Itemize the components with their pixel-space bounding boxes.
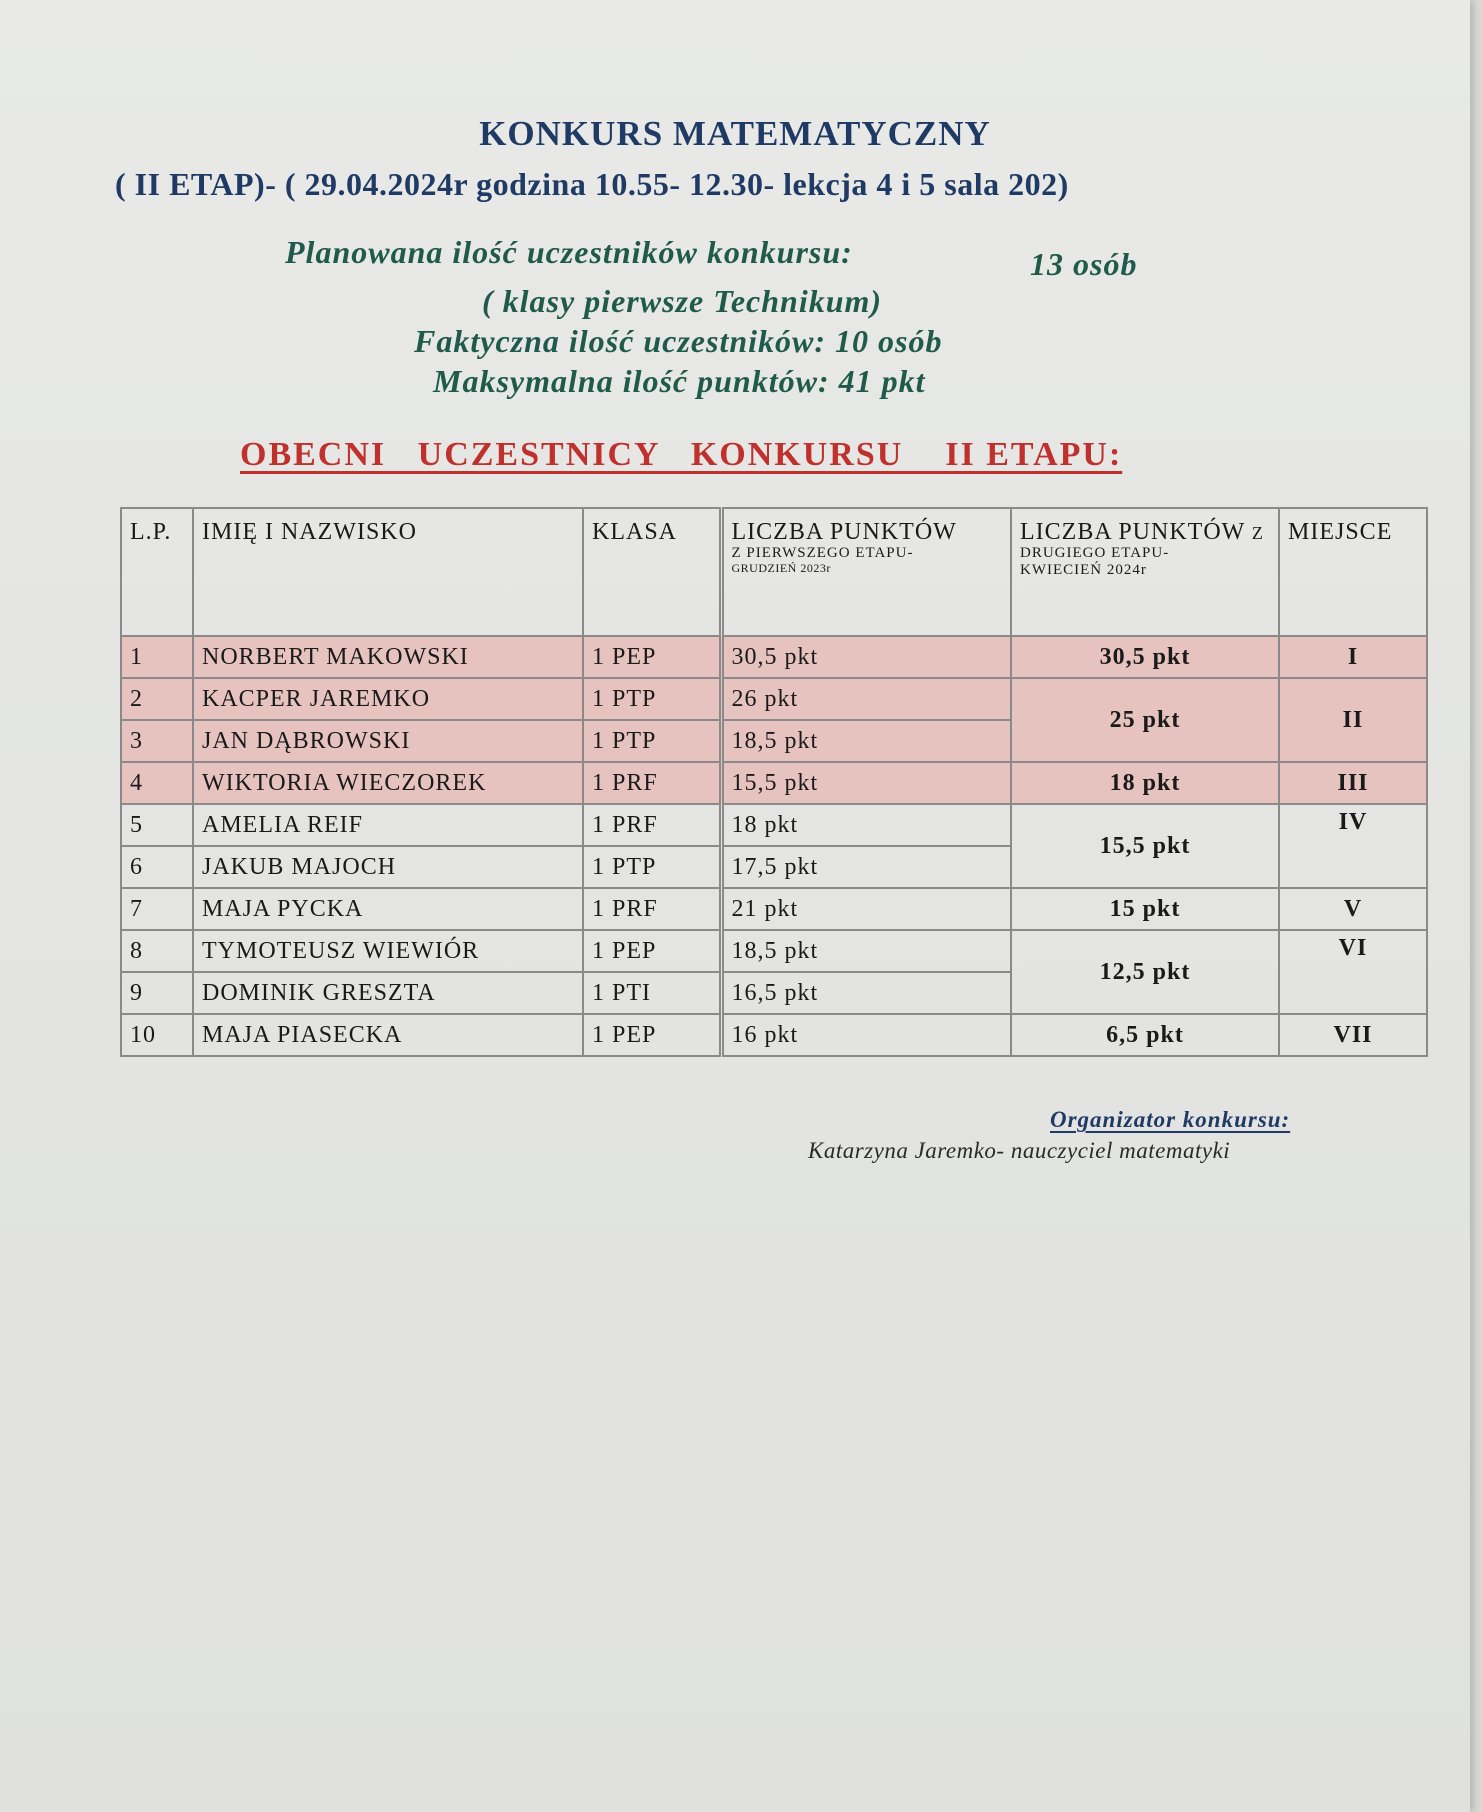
header-stage1-main: LICZBA PUNKTÓW — [731, 519, 957, 545]
row-stage1-points: 16,5 pkt — [721, 972, 1011, 1014]
row-class: 1 PTI — [583, 972, 721, 1014]
row-lp: 5 — [121, 804, 193, 846]
document-title: KONKURS MATEMATYCZNY — [479, 114, 991, 153]
row-stage2-points: 15,5 pkt — [1011, 804, 1279, 888]
row-lp: 3 — [121, 720, 193, 762]
row-stage1-points: 18,5 pkt — [721, 720, 1011, 762]
row-lp: 2 — [121, 678, 193, 720]
header-stage1-sub: Z PIERWSZEGO ETAPU- — [731, 545, 914, 562]
row-class: 1 PEP — [583, 930, 721, 972]
row-name: WIKTORIA WIECZOREK — [193, 762, 583, 804]
row-name: JAKUB MAJOCH — [193, 846, 583, 888]
row-class: 1 PEP — [583, 636, 721, 678]
row-place: III — [1279, 762, 1427, 804]
row-class: 1 PRF — [583, 762, 721, 804]
header-place: MIEJSCE — [1279, 508, 1427, 636]
row-name: TYMOTEUSZ WIEWIÓR — [193, 930, 583, 972]
row-stage2-points: 30,5 pkt — [1011, 636, 1279, 678]
row-place: VI — [1279, 930, 1427, 1014]
planned-participants-label: Planowana ilość uczestników konkursu: — [285, 234, 853, 270]
table-row — [121, 804, 1427, 846]
table-row — [121, 888, 1427, 930]
table-row — [121, 636, 1427, 678]
row-place: VII — [1279, 1014, 1427, 1056]
row-class: 1 PRF — [583, 804, 721, 846]
row-stage1-points: 30,5 pkt — [721, 636, 1011, 678]
table-row — [121, 678, 1427, 720]
header-stage2-main: LICZBA PUNKTÓW — [1020, 519, 1245, 545]
row-name: KACPER JAREMKO — [193, 678, 583, 720]
row-stage2-points: 12,5 pkt — [1011, 930, 1279, 1014]
table-row — [121, 1014, 1427, 1056]
section-title: OBECNI UCZESTNICY KONKURSU II ETAPU: — [240, 436, 1123, 473]
header-name: IMIĘ I NAZWISKO — [193, 508, 583, 636]
row-name: DOMINIK GRESZTA — [193, 972, 583, 1014]
organizer-name: Katarzyna Jaremko- nauczyciel matematyki — [808, 1138, 1231, 1163]
row-stage1-points: 16 pkt — [721, 1014, 1011, 1056]
row-lp: 8 — [121, 930, 193, 972]
row-class: 1 PTP — [583, 846, 721, 888]
row-name: JAN DĄBROWSKI — [193, 720, 583, 762]
row-name: MAJA PIASECKA — [193, 1014, 583, 1056]
row-class: 1 PTP — [583, 720, 721, 762]
header-class: KLASA — [583, 508, 721, 636]
max-points: Maksymalna ilość punktów: 41 pkt — [433, 363, 926, 399]
row-name: NORBERT MAKOWSKI — [193, 636, 583, 678]
row-class: 1 PTP — [583, 678, 721, 720]
table-row — [121, 762, 1427, 804]
planned-participants-value: 13 osób — [1030, 246, 1138, 282]
row-class: 1 PRF — [583, 888, 721, 930]
row-stage2-points: 6,5 pkt — [1011, 1014, 1279, 1056]
table-row — [121, 930, 1427, 972]
document-subtitle: ( II ETAP)- ( 29.04.2024r godzina 10.55- 12.30- lekcja 4 i 5 sala 202) — [115, 166, 1069, 202]
row-lp: 4 — [121, 762, 193, 804]
header-stage2-z: Z — [1251, 523, 1264, 543]
row-stage1-points: 26 pkt — [721, 678, 1011, 720]
row-lp: 9 — [121, 972, 193, 1014]
actual-participants: Faktyczna ilość uczestników: 10 osób — [414, 323, 943, 359]
row-place: I — [1279, 636, 1427, 678]
header-stage2-sub: DRUGIEGO ETAPU- — [1020, 545, 1170, 562]
row-class: 1 PEP — [583, 1014, 721, 1056]
row-lp: 7 — [121, 888, 193, 930]
header-stage1 — [721, 508, 1011, 636]
table-header-row — [121, 508, 1427, 636]
row-place: II — [1279, 678, 1427, 762]
row-stage1-points: 15,5 pkt — [721, 762, 1011, 804]
row-lp: 6 — [121, 846, 193, 888]
header-stage2 — [1011, 508, 1279, 636]
organizer-label: Organizator konkursu: — [1050, 1107, 1291, 1132]
row-stage1-points: 18 pkt — [721, 804, 1011, 846]
row-stage2-points: 15 pkt — [1011, 888, 1279, 930]
participant-classes: ( klasy pierwsze Technikum) — [482, 283, 883, 319]
header-stage2-date: KWIECIEŃ 2024r — [1020, 561, 1147, 578]
row-name: AMELIA REIF — [193, 804, 583, 846]
row-place: V — [1279, 888, 1427, 930]
row-stage1-points: 17,5 pkt — [721, 846, 1011, 888]
header-stage1-date: GRUDZIEŃ 2023r — [731, 560, 831, 575]
row-stage1-points: 21 pkt — [721, 888, 1011, 930]
results-table — [120, 507, 1428, 1057]
header-lp: L.P. — [121, 508, 193, 636]
row-name: MAJA PYCKA — [193, 888, 583, 930]
row-lp: 1 — [121, 636, 193, 678]
row-stage2-points: 25 pkt — [1011, 678, 1279, 762]
row-stage2-points: 18 pkt — [1011, 762, 1279, 804]
row-place: IV — [1279, 804, 1427, 888]
row-lp: 10 — [121, 1014, 193, 1056]
row-stage1-points: 18,5 pkt — [721, 930, 1011, 972]
